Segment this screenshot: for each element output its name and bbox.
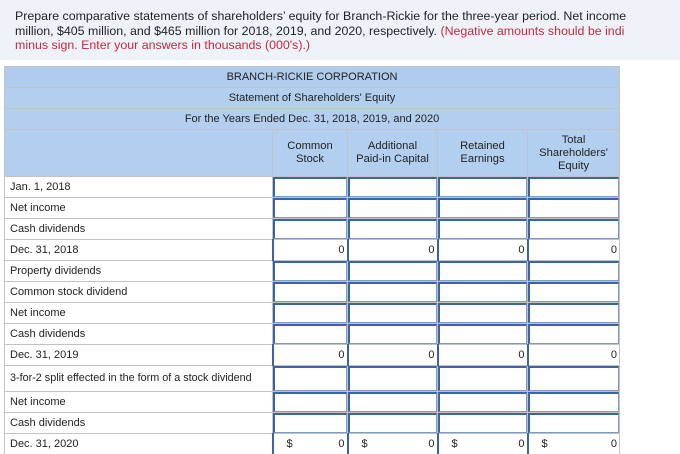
final-total-equity	[528, 434, 620, 454]
total-common-stock: 0	[273, 345, 348, 366]
equity-statement-table	[4, 66, 620, 454]
col-retained-earnings: Retained Earnings	[438, 130, 528, 177]
final-common-stock	[273, 434, 348, 454]
col-total-equity: Total Shareholders' Equity	[528, 130, 620, 177]
row-label: Jan. 1, 2018	[5, 177, 273, 198]
table-row	[5, 303, 620, 324]
row-label: Net income	[5, 303, 273, 324]
total-equity-input[interactable]	[528, 282, 619, 302]
apic-input[interactable]	[348, 282, 437, 302]
table-row-total	[5, 240, 620, 261]
table-row	[5, 366, 620, 392]
row-label: Dec. 31, 2019	[5, 345, 273, 366]
common-stock-input[interactable]	[273, 392, 347, 412]
final-value: 0	[428, 438, 435, 450]
table-row	[5, 177, 620, 198]
apic-input[interactable]	[348, 177, 437, 197]
apic-input[interactable]	[348, 366, 437, 391]
currency-symbol: $	[541, 438, 548, 450]
common-stock-input[interactable]	[273, 413, 347, 433]
total-equity-input[interactable]	[528, 366, 619, 391]
total-common-stock: 0	[273, 240, 348, 261]
common-stock-input[interactable]	[273, 324, 347, 344]
retained-earnings-input[interactable]	[438, 413, 527, 433]
col-apic: Additional Paid-in Capital	[348, 130, 438, 177]
statement-period: For the Years Ended Dec. 31, 2018, 2019, and 2020	[5, 109, 620, 130]
currency-symbol: $	[451, 438, 458, 450]
common-stock-input[interactable]	[273, 282, 347, 302]
col-common-stock: Common Stock	[273, 130, 348, 177]
instructions-line-2	[15, 24, 680, 39]
row-label: Net income	[5, 392, 273, 413]
final-retained-earnings	[438, 434, 528, 454]
table-row	[5, 392, 620, 413]
final-value: 0	[338, 438, 345, 450]
total-equity-input[interactable]	[528, 413, 619, 433]
retained-earnings-input[interactable]	[438, 303, 527, 323]
row-label: Dec. 31, 2018	[5, 240, 273, 261]
table-row	[5, 219, 620, 240]
row-label: Cash dividends	[5, 413, 273, 434]
total-equity-input[interactable]	[528, 324, 619, 344]
table-row	[5, 282, 620, 303]
total-retained-earnings: 0	[438, 345, 528, 366]
apic-input[interactable]	[348, 219, 437, 239]
row-label: 3-for-2 split effected in the form of a stock dividend	[5, 366, 273, 392]
table-row-total	[5, 345, 620, 366]
currency-symbol: $	[286, 438, 293, 450]
retained-earnings-input[interactable]	[438, 324, 527, 344]
final-value: 0	[518, 438, 525, 450]
instructions-line-3: minus sign. Enter your answers in thousands (000's).)	[15, 38, 311, 53]
row-label-header	[5, 130, 273, 177]
retained-earnings-input[interactable]	[438, 366, 527, 391]
retained-earnings-input[interactable]	[438, 219, 527, 239]
common-stock-input[interactable]	[273, 366, 347, 391]
row-label: Property dividends	[5, 261, 273, 282]
common-stock-input[interactable]	[273, 261, 347, 281]
company-name: BRANCH-RICKIE CORPORATION	[5, 67, 620, 88]
final-value: 0	[610, 438, 618, 450]
instructions-hint: (Negative amounts should be indi	[440, 23, 625, 38]
total-apic: 0	[348, 345, 438, 366]
apic-input[interactable]	[348, 392, 437, 412]
total-apic: 0	[348, 240, 438, 261]
retained-earnings-input[interactable]	[438, 282, 527, 302]
statement-title: Statement of Shareholders' Equity	[5, 88, 620, 109]
apic-input[interactable]	[348, 324, 437, 344]
row-label: Net income	[5, 198, 273, 219]
apic-input[interactable]	[348, 303, 437, 323]
instructions	[0, 0, 680, 60]
row-label: Cash dividends	[5, 219, 273, 240]
common-stock-input[interactable]	[273, 303, 347, 323]
total-equity-input[interactable]	[528, 392, 619, 412]
common-stock-input[interactable]	[273, 198, 347, 218]
apic-input[interactable]	[348, 198, 437, 218]
total-equity-input[interactable]	[528, 198, 619, 218]
row-label: Dec. 31, 2020	[5, 434, 273, 454]
table-row	[5, 413, 620, 434]
final-apic	[348, 434, 438, 454]
total-equity-input[interactable]	[528, 219, 619, 239]
apic-input[interactable]	[348, 413, 437, 433]
table-row	[5, 324, 620, 345]
table-row-total	[5, 434, 620, 454]
retained-earnings-input[interactable]	[438, 392, 527, 412]
retained-earnings-input[interactable]	[438, 177, 527, 197]
retained-earnings-input[interactable]	[438, 198, 527, 218]
total-equity-input[interactable]	[528, 261, 619, 281]
apic-input[interactable]	[348, 261, 437, 281]
row-label: Common stock dividend	[5, 282, 273, 303]
instructions-line-2-text: million, $405 million, and $465 million for 2018, 2019, and 2020, respectively.	[15, 23, 441, 38]
table-row	[5, 198, 620, 219]
instructions-line-1: Prepare comparative statements of shareholders’ equity for Branch-Rickie for the three-year period. Net income	[15, 9, 627, 23]
total-equity: 0	[528, 240, 620, 261]
retained-earnings-input[interactable]	[438, 261, 527, 281]
currency-symbol: $	[361, 438, 368, 450]
table-row	[5, 261, 620, 282]
common-stock-input[interactable]	[273, 177, 347, 197]
common-stock-input[interactable]	[273, 219, 347, 239]
total-equity-input[interactable]	[528, 303, 619, 323]
row-label: Cash dividends	[5, 324, 273, 345]
total-retained-earnings: 0	[438, 240, 528, 261]
total-equity-input[interactable]	[528, 177, 619, 197]
total-equity: 0	[528, 345, 620, 366]
